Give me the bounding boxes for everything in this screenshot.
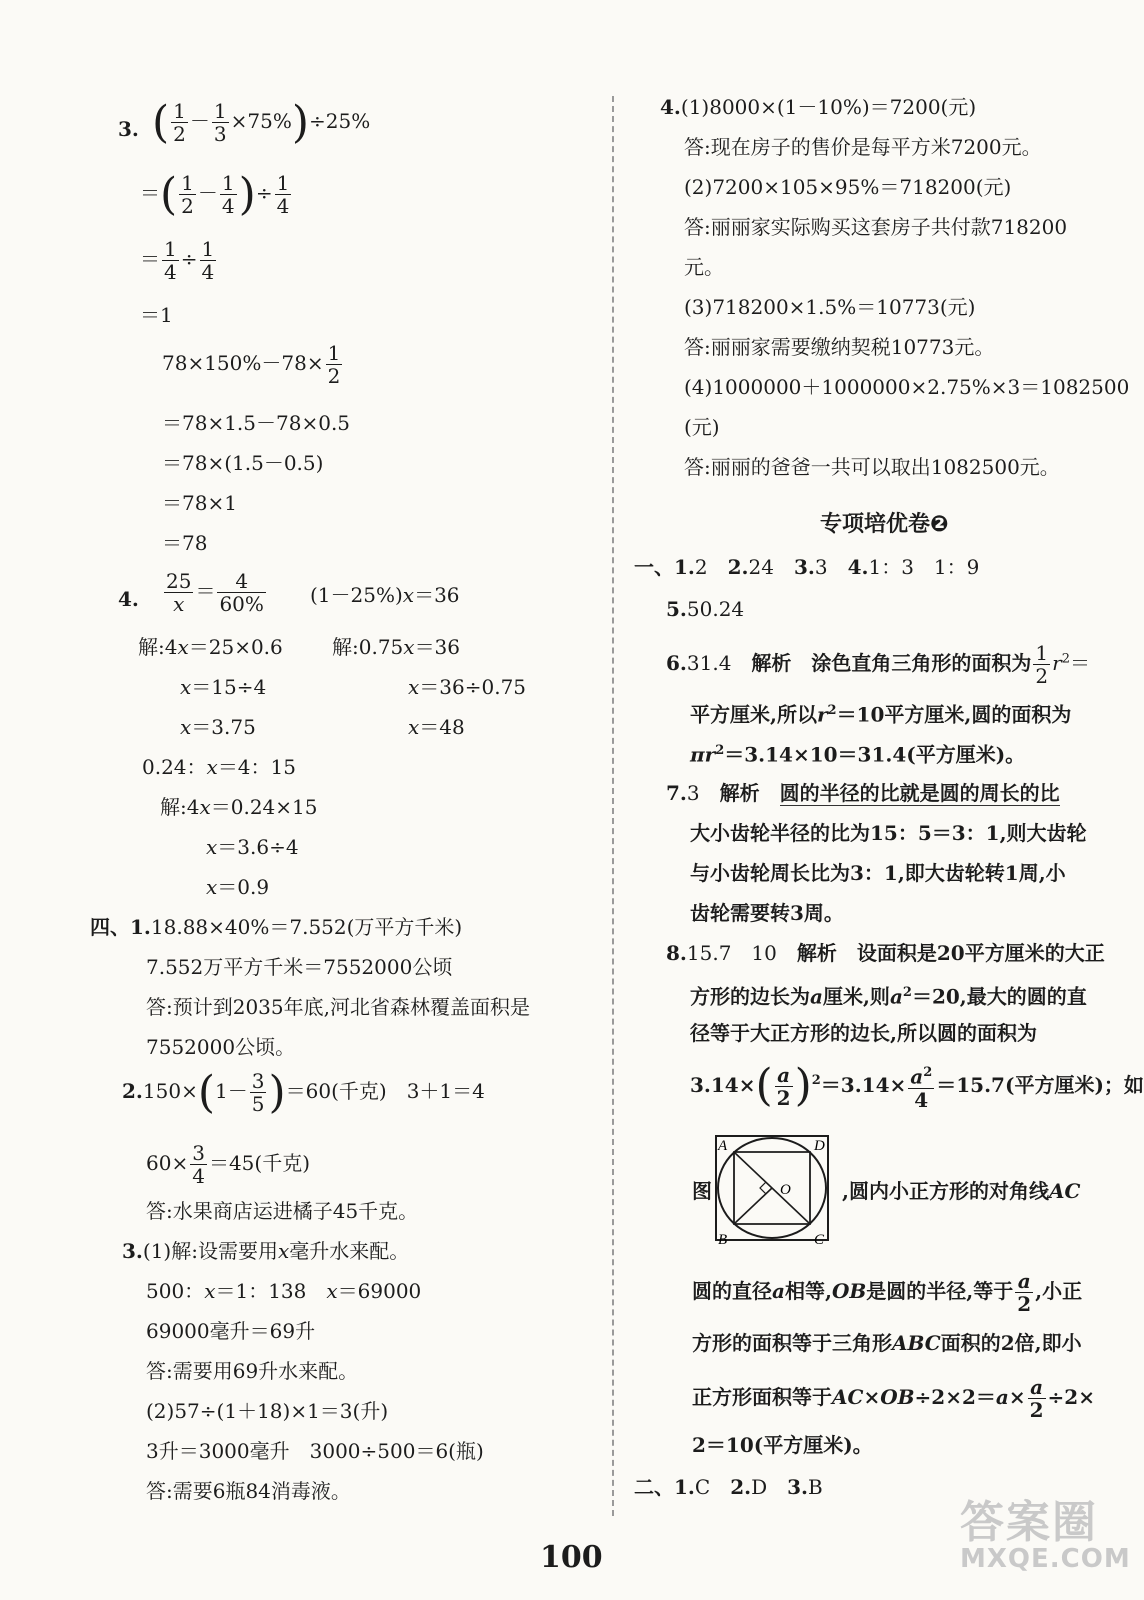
expression-line: ＝78×1 [162,491,237,515]
answer-line: 答:丽丽家实际购买这套房子共付款718200 [684,215,1068,239]
answer-line: 答:需要6瓶84消毒液。 [146,1479,351,1503]
answer-line: 7552000公顷。 [146,1035,296,1059]
solution-line: 解:4x＝25×0.6 [138,635,283,659]
analysis-line: 大小齿轮半径的比为15：5＝3：1,则大齿轮 [690,821,1087,845]
watermark [960,1486,1131,1574]
answer-line: 3升＝3000毫升 3000÷500＝6(瓶) [146,1439,484,1463]
equation-line: 0.24：x＝4：15 [142,755,296,779]
expression-line: ( $\frac{1}{2}$ － $\frac{1}{3}$ ×75%)÷25% [152,96,371,148]
analysis-line: 圆的直径a相等,OB是圆的半径,等于 $\frac{a}{2}$ ,小正 [692,1269,1083,1316]
expression-line: ＝ $\frac{1}{4}$ ÷ $\frac{1}{4}$ [140,237,215,284]
analysis-line: $\pi r^2=3.14\times 10=31.4$(平方厘米)。 [690,742,1026,767]
analysis-line: 2＝10(平方厘米)。 [692,1433,873,1457]
equation-line: 60× $\frac{3}{4}$ ＝45(千克) [146,1141,311,1188]
section-title: 专项培优卷❷ [820,512,949,537]
analysis-line: 3.14×( $\frac{a}{2}$ )$^2$＝3.14× $\frac{a^2}{4}$ ＝15.7(平方厘米)；如 [690,1060,1144,1112]
section-line: 3.(1)解:设需要用x毫升水来配。 [122,1239,410,1263]
answer-line: 答:需要用69升水来配。 [146,1359,359,1383]
expression-line: ＝78 [162,531,208,555]
expression-line: ＝1 [140,303,173,327]
expression-line: ＝78×(1.5－0.5) [162,451,324,475]
label-c: C [814,1232,825,1248]
analysis-line: 图 [692,1179,712,1203]
solution-line: x＝0.9 [206,875,270,899]
right-angle-mark [760,1182,766,1194]
answer-line: 答:丽丽家需要缴纳契税10773元。 [684,335,995,359]
equation-line: (1－25%)x＝36 [310,583,460,607]
watermark-title: 答案圈 [960,1497,1098,1548]
page-number: 100 [540,1540,603,1575]
column-divider [612,96,614,1516]
answer-line: 答:丽丽的爸爸一共可以取出1082500元。 [684,455,1060,479]
solution-line: x＝15÷4 [180,675,267,699]
section-line: 4.(1)8000×(1－10%)＝7200(元) [660,95,977,119]
solution-line: 解:0.75x＝36 [332,635,461,659]
item-number: 3. [118,117,139,141]
analysis-line: 方形的面积等于三角形ABC面积的2倍,即小 [692,1331,1082,1355]
answer-line: (3)718200×1.5%＝10773(元) [684,295,976,319]
equation-line: $\frac{25}{x}$ ＝ $\frac{4}{60\%}$ [166,569,264,616]
answer-line: 答:现在房子的售价是每平方米7200元。 [684,135,1042,159]
answer-line: (2)57÷(1＋18)×1＝3(升) [146,1399,389,1423]
analysis-line: 径等于大正方形的边长,所以圆的面积为 [690,1021,1037,1045]
solution-line: x＝3.6÷4 [206,835,299,859]
answer-line: 69000毫升＝69升 [146,1319,316,1343]
solution-line: x＝48 [408,715,465,739]
analysis-line: 平方厘米,所以$r^2=10$平方厘米,圆的面积为 [690,702,1072,727]
answer-line: (元) [684,415,720,439]
expression-line: ＝78×1.5－78×0.5 [162,411,351,435]
section-line: 四、1.18.88×40%＝7.552(万平方千米) [90,915,463,939]
analysis-line: 正方形面积等于AC×OB÷2×2＝a× $\frac{a}{2}$ ÷2× [692,1375,1095,1422]
expression-line: 78×150%－78× $\frac{1}{2}$ [162,341,341,388]
answer-line: 元。 [684,255,724,279]
analysis-line: 齿轮需要转3周。 [690,901,844,925]
analysis-line: ,圆内小正方形的对角线AC [842,1179,1081,1203]
segment-ob [734,1188,772,1224]
answer-line: (2)7200×105×95%＝718200(元) [684,175,1012,199]
answer-line: 答:水果商店运进橘子45千克。 [146,1199,419,1223]
answer-row: 二、1.C 2.D 3.B [634,1475,823,1499]
watermark-url: MXQE.COM [960,1544,1131,1574]
answer-row: 一、1.2 2.24 3.3 4.1：3 1：9 [634,555,980,579]
answer-line: (4)1000000＋1000000×2.75%×3＝1082500 [684,375,1130,399]
answer-line: 7.552万平方千米＝7552000公顷 [146,955,453,979]
label-b: B [718,1232,728,1248]
equation-line: 2.150×(1－ $\frac{3}{5}$ )＝60(千克) 3＋1＝4 [122,1066,485,1118]
square-circle-figure [708,1128,838,1248]
label-o: O [780,1182,791,1198]
answer-row: 5.50.24 [666,597,745,621]
equation-line: 500：x＝1：138 x＝69000 [146,1279,422,1303]
solution-line: 解:4x＝0.24×15 [160,795,318,819]
analysis-line: 方形的边长为a厘米,则$a^2=20$,最大的圆的直 [690,984,1087,1009]
analysis-line: 与小齿轮周长比为3：1,即大齿轮转1周,小 [690,861,1066,885]
label-a: A [718,1138,728,1154]
answer-line: 答:预计到2035年底,河北省森林覆盖面积是 [146,995,530,1019]
solution-line: x＝36÷0.75 [408,675,527,699]
analysis-line: 8.15.7 10 解析 设面积是20平方厘米的大正 [666,941,1105,965]
analysis-line: 6.31.4 解析 涂色直角三角形的面积为 $\frac{1}{2}$ $r^2=$ [666,641,1090,688]
item-number: 4. [118,587,139,611]
solution-line: x＝3.75 [180,715,256,739]
analysis-line: 7.3 解析 圆的半径的比就是圆的周长的比 [666,781,1060,805]
expression-line: ＝( $\frac{1}{2}$ － $\frac{1}{4}$ )÷ $\frac{1}{4}$ [140,168,290,220]
label-d: D [814,1138,825,1154]
